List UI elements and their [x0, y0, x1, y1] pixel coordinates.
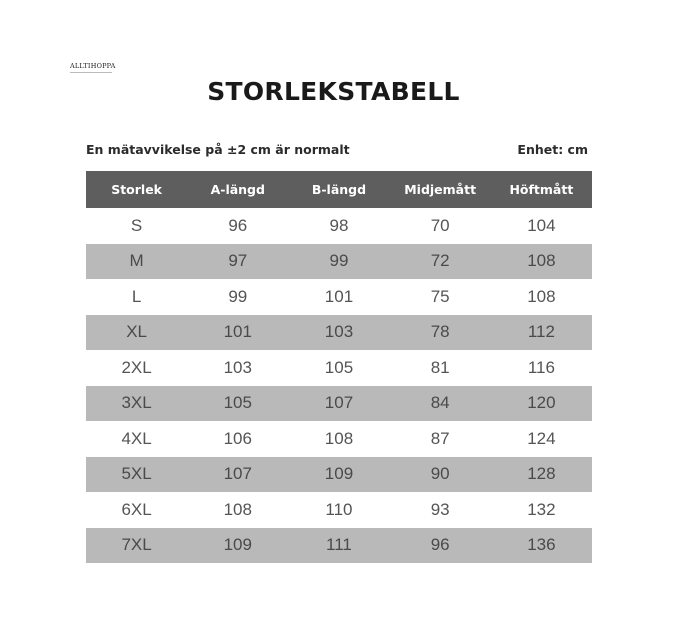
- a-length-cell: 108: [187, 492, 288, 528]
- brand-logo-text: ALLTIHOPPA: [70, 62, 116, 70]
- hip-cell: 108: [491, 244, 592, 280]
- a-length-cell: 101: [187, 315, 288, 351]
- brand-logo-underline: [70, 72, 112, 73]
- b-length-cell: 103: [288, 315, 389, 351]
- a-length-cell: 99: [187, 279, 288, 315]
- table-row: [86, 279, 592, 315]
- unit-label: Enhet: cm: [517, 142, 588, 157]
- size-cell: M: [86, 244, 187, 280]
- table-row: [86, 528, 592, 564]
- a-length-cell: 103: [187, 350, 288, 386]
- hip-cell: 136: [491, 528, 592, 564]
- header-waist: Midjemått: [390, 171, 491, 208]
- b-length-cell: 105: [288, 350, 389, 386]
- table-row: [86, 492, 592, 528]
- size-cell: S: [86, 208, 187, 244]
- waist-cell: 93: [390, 492, 491, 528]
- header-a-length: A-längd: [187, 171, 288, 208]
- waist-cell: 70: [390, 208, 491, 244]
- a-length-cell: 105: [187, 386, 288, 422]
- measurement-note: En mätavvikelse på ±2 cm är normalt: [86, 142, 350, 157]
- size-table: [86, 171, 592, 563]
- size-cell: L: [86, 279, 187, 315]
- a-length-cell: 97: [187, 244, 288, 280]
- b-length-cell: 99: [288, 244, 389, 280]
- table-row: [86, 386, 592, 422]
- hip-cell: 108: [491, 279, 592, 315]
- b-length-cell: 101: [288, 279, 389, 315]
- waist-cell: 96: [390, 528, 491, 564]
- hip-cell: 128: [491, 457, 592, 493]
- b-length-cell: 111: [288, 528, 389, 564]
- a-length-cell: 109: [187, 528, 288, 564]
- header-size: Storlek: [86, 171, 187, 208]
- page-title: STORLEKSTABELL: [207, 77, 460, 106]
- hip-cell: 132: [491, 492, 592, 528]
- hip-cell: 120: [491, 386, 592, 422]
- table-row: [86, 315, 592, 351]
- waist-cell: 72: [390, 244, 491, 280]
- waist-cell: 87: [390, 421, 491, 457]
- table-row: [86, 421, 592, 457]
- b-length-cell: 108: [288, 421, 389, 457]
- waist-cell: 84: [390, 386, 491, 422]
- brand-logo: [70, 63, 116, 73]
- table-row: [86, 350, 592, 386]
- a-length-cell: 107: [187, 457, 288, 493]
- a-length-cell: 96: [187, 208, 288, 244]
- table-row: [86, 208, 592, 244]
- size-cell: 2XL: [86, 350, 187, 386]
- header-hip: Höftmått: [491, 171, 592, 208]
- size-cell: 4XL: [86, 421, 187, 457]
- table-header-row: [86, 171, 592, 208]
- size-cell: 7XL: [86, 528, 187, 564]
- hip-cell: 124: [491, 421, 592, 457]
- b-length-cell: 109: [288, 457, 389, 493]
- b-length-cell: 110: [288, 492, 389, 528]
- waist-cell: 90: [390, 457, 491, 493]
- waist-cell: 78: [390, 315, 491, 351]
- waist-cell: 75: [390, 279, 491, 315]
- table-row: [86, 457, 592, 493]
- size-cell: 6XL: [86, 492, 187, 528]
- size-cell: 5XL: [86, 457, 187, 493]
- size-cell: 3XL: [86, 386, 187, 422]
- waist-cell: 81: [390, 350, 491, 386]
- a-length-cell: 106: [187, 421, 288, 457]
- table-body: [86, 208, 592, 563]
- b-length-cell: 98: [288, 208, 389, 244]
- hip-cell: 116: [491, 350, 592, 386]
- table-row: [86, 244, 592, 280]
- hip-cell: 104: [491, 208, 592, 244]
- hip-cell: 112: [491, 315, 592, 351]
- size-cell: XL: [86, 315, 187, 351]
- b-length-cell: 107: [288, 386, 389, 422]
- header-b-length: B-längd: [288, 171, 389, 208]
